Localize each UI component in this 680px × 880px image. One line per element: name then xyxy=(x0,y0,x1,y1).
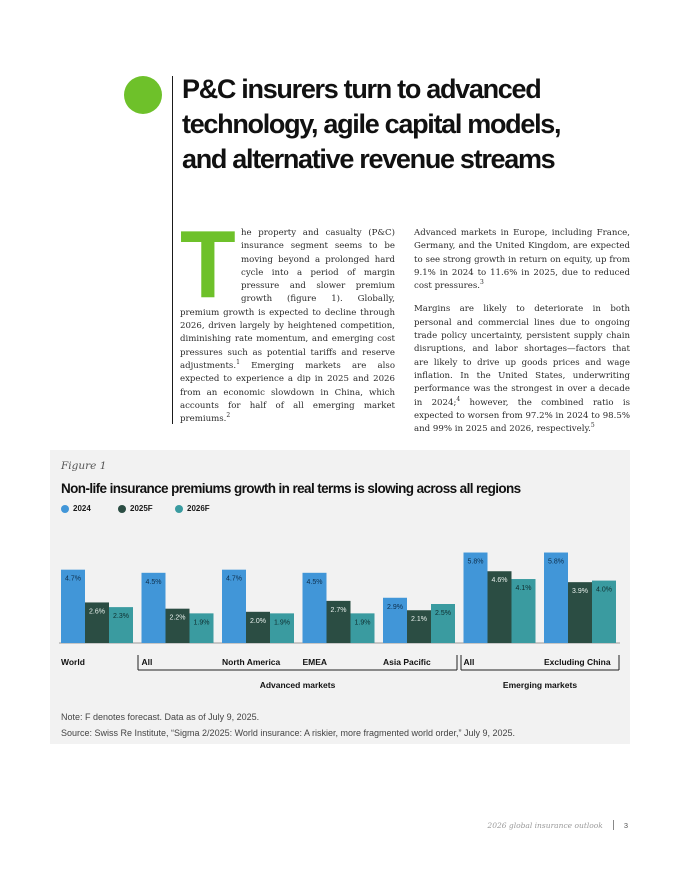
bar-value-label: 4.6% xyxy=(491,577,508,585)
bar-value-label: 2.2% xyxy=(169,614,186,622)
bar-2026f-3 xyxy=(270,613,294,643)
figure-1 xyxy=(50,450,630,744)
figure-label: Figure 1 xyxy=(61,460,107,472)
figure-title: Non-life insurance premiums growth in real terms is slowing across all regions xyxy=(61,481,521,496)
intro-text-1: he property and casualty (P&C) insurance segment seems to be moving beyond a prolonged hard cycle into a period of margin pressure and slower premium growth (figure 1). Globally, premium growth is expected to decline through 2026, driven largely by heightened competition, diminishing rate momentum, and emerging cost pressures such as potential tariffs and reserve adjustments. xyxy=(180,228,395,371)
europe-paragraph xyxy=(414,227,630,293)
page-footer xyxy=(487,820,628,830)
bar-value-label: 4.5% xyxy=(306,578,323,586)
bar-value-label: 4.5% xyxy=(145,578,162,586)
bar-value-label: 1.9% xyxy=(274,619,290,627)
intro-paragraph xyxy=(180,211,395,426)
bar-value-label: 1.9% xyxy=(354,619,371,627)
footnote-ref: 1 xyxy=(236,359,240,367)
bar-value-label: 1.9% xyxy=(193,619,210,627)
title-line-1: P&C insurers turn to advanced xyxy=(182,74,541,104)
body-column-left xyxy=(180,211,395,426)
emerging-markets-group-label: Emerging markets xyxy=(502,680,578,690)
bar-value-label: 5.8% xyxy=(548,558,564,566)
bar-2026f-4 xyxy=(351,613,375,643)
bar-value-label: 2.0% xyxy=(250,617,266,625)
category-label: All xyxy=(463,657,475,667)
figure-source: Source: Swiss Re Institute, “Sigma 2/2025: World insurance: A riskier, more fragmented world order,” July 9, 2025. xyxy=(61,728,516,738)
footnote-ref: 3 xyxy=(479,279,484,287)
category-label: EMEA xyxy=(302,657,328,667)
bar-value-label: 4.0% xyxy=(596,586,612,594)
bar-value-label: 2.6% xyxy=(89,608,105,616)
bar-value-label: 4.7% xyxy=(226,575,242,583)
bar-2024-6 xyxy=(464,553,488,643)
advanced-markets-group-label: Advanced markets xyxy=(259,680,336,690)
category-label: Asia Pacific xyxy=(383,657,431,667)
europe-text: Advanced markets in Europe, including France, Germany, and the United Kingdom, are expected to see strong growth in return on equity, up from 9.1% in 2024 to 11.6% in 2025, due to reduced cost pressures. xyxy=(414,228,630,292)
legend-label: 2025F xyxy=(130,504,153,513)
bar-2025f-3 xyxy=(246,612,270,643)
bar-2024-7 xyxy=(544,553,568,643)
category-label: All xyxy=(141,657,153,667)
bar-2026f-2 xyxy=(190,613,214,643)
title-vertical-rule xyxy=(172,76,173,424)
bar-value-label: 4.1% xyxy=(515,585,532,593)
page-title xyxy=(182,72,622,177)
footnote-ref: 4 xyxy=(456,395,461,403)
bar-value-label: 2.3% xyxy=(113,613,129,621)
footnote-ref: 5 xyxy=(590,422,595,430)
page-number: 3 xyxy=(623,820,628,830)
green-circle-decoration xyxy=(124,76,162,114)
bar-value-label: 2.7% xyxy=(330,606,347,614)
bar-value-label: 2.9% xyxy=(387,603,403,611)
bar-chart xyxy=(50,450,630,710)
bar-value-label: 2.5% xyxy=(435,610,451,617)
figure-note: Note: F denotes forecast. Data as of July 9, 2025. xyxy=(61,712,260,722)
intro-text-2: Emerging markets are also expected to experience a dip in 2025 and 2026 from an economic slowdown in China, which accounts for half of all emerging market premiums. xyxy=(180,360,395,425)
bar-value-label: 3.9% xyxy=(572,588,588,596)
footnote-ref: 2 xyxy=(226,412,231,420)
drop-cap xyxy=(180,211,236,318)
margins-text-1: Margins are likely to deteriorate in both personal and commercial lines due to ongoing trade policy uncertainty, persistent supply chain disruptions, and labor shortages—factors that are likely to drive up goods prices and wage inflation. In the United States, underwriting performance was the strongest in over a decade in 2024; xyxy=(414,304,630,408)
legend-label: 2024 xyxy=(73,504,91,513)
margins-text-2: however, the combined ratio is expected to worsen from 97.2% in 2024 to 98.5% and 99% in 2025 and 2026, respectively. xyxy=(414,397,631,435)
drop-cap-letter: T xyxy=(180,211,236,318)
margins-paragraph xyxy=(414,303,630,436)
category-label: World xyxy=(61,657,85,667)
title-line-3: and alternative revenue streams xyxy=(182,144,555,174)
bar-value-label: 2.1% xyxy=(411,616,427,624)
bar-value-label: 4.7% xyxy=(65,575,81,583)
category-label: Excluding China xyxy=(544,657,611,667)
footer-publication: 2026 global insurance outlook xyxy=(487,820,603,830)
legend-label: 2026F xyxy=(187,504,210,513)
title-line-2: technology, agile capital models, xyxy=(182,109,561,139)
bar-value-label: 5.8% xyxy=(467,558,484,566)
footer-separator xyxy=(613,820,614,830)
bar-2025f-5 xyxy=(407,610,431,643)
category-label: North America xyxy=(222,657,281,667)
body-column-right xyxy=(414,227,630,436)
